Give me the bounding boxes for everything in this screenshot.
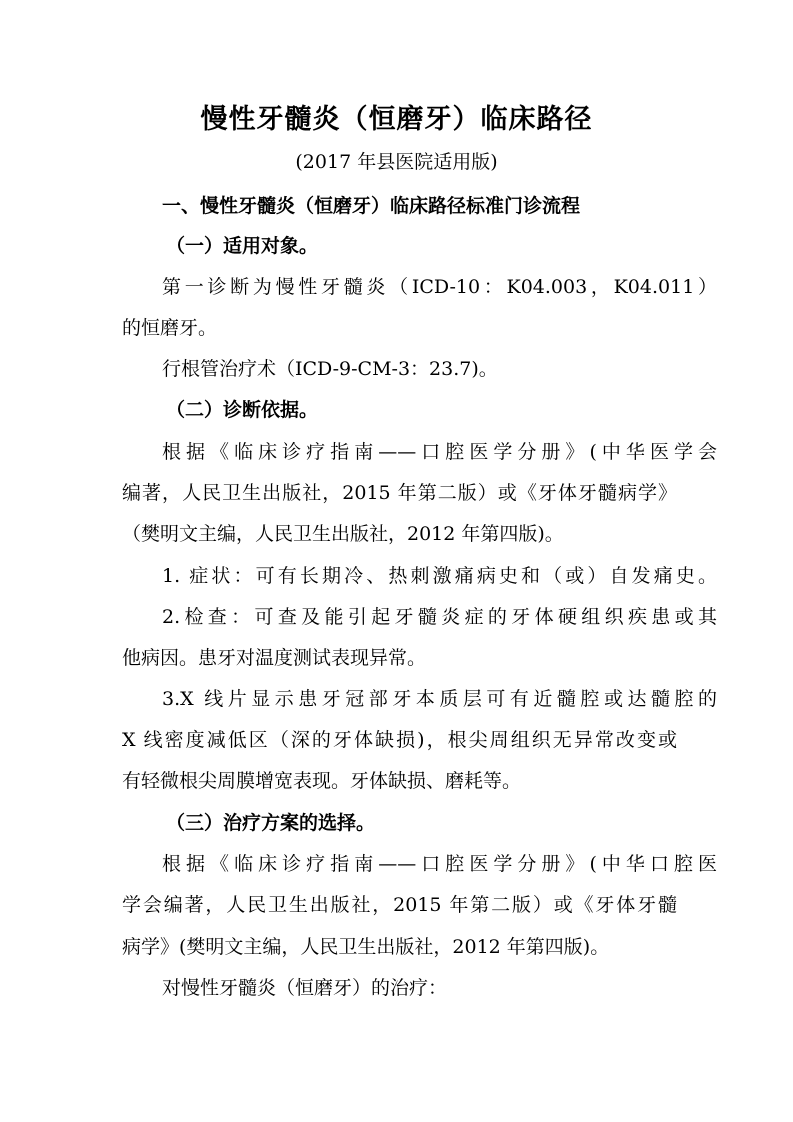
document-title: 慢性牙髓炎（恒磨牙）临床路径 [200, 104, 593, 135]
subsection-heading-diagnosis: （二）诊断依据。 [166, 399, 319, 421]
paragraph-line: 的恒磨牙。 [122, 317, 218, 339]
paragraph-line: 2.检查：可查及能引起牙髓炎症的牙体硬组织疾患或其 [162, 606, 717, 628]
paragraph-line: 学会编著，人民卫生出版社，2015 年第二版）或《牙体牙髓 [122, 894, 677, 916]
section-heading-1: 一、慢性牙髓炎（恒磨牙）临床路径标准门诊流程 [162, 195, 581, 217]
paragraph-line: 根据《临床诊疗指南——口腔医学分册》(中华医学会 [162, 441, 717, 463]
paragraph-line: 有轻微根尖周膜增宽表现。牙体缺损、磨耗等。 [122, 770, 522, 792]
subsection-heading-treatment: （三）治疗方案的选择。 [166, 812, 376, 834]
paragraph-line: 对慢性牙髓炎（恒磨牙）的治疗： [162, 977, 448, 999]
paragraph-line: 根据《临床诊疗指南——口腔医学分册》(中华口腔医 [162, 853, 717, 875]
paragraph-line: 病学》(樊明文主编，人民卫生出版社，2012 年第四版)。 [122, 936, 610, 958]
document-subtitle: (2017 年县医院适用版) [295, 151, 498, 173]
paragraph-line: 编著，人民卫生出版社，2015 年第二版）或《牙体牙髓病学》 [122, 482, 677, 504]
paragraph-line: 1. 症状：可有长期冷、热刺激痛病史和（或）自发痛史。 [162, 565, 717, 587]
paragraph-line: 第一诊断为慢性牙髓炎（ICD-10：K04.003，K04.011） [162, 276, 717, 298]
paragraph-line: （樊明文主编，人民卫生出版社，2012 年第四版)。 [122, 523, 564, 545]
paragraph-line: 他病因。患牙对温度测试表现异常。 [122, 647, 427, 669]
paragraph-line: 3.X 线片显示患牙冠部牙本质层可有近髓腔或达髓腔的 [162, 688, 717, 710]
subsection-heading-applicable: （一）适用对象。 [166, 235, 319, 257]
paragraph-line: X 线密度减低区（深的牙体缺损)，根尖周组织无异常改变或 [122, 729, 677, 751]
paragraph-line: 行根管治疗术（ICD-9-CM-3：23.7)。 [162, 358, 498, 380]
